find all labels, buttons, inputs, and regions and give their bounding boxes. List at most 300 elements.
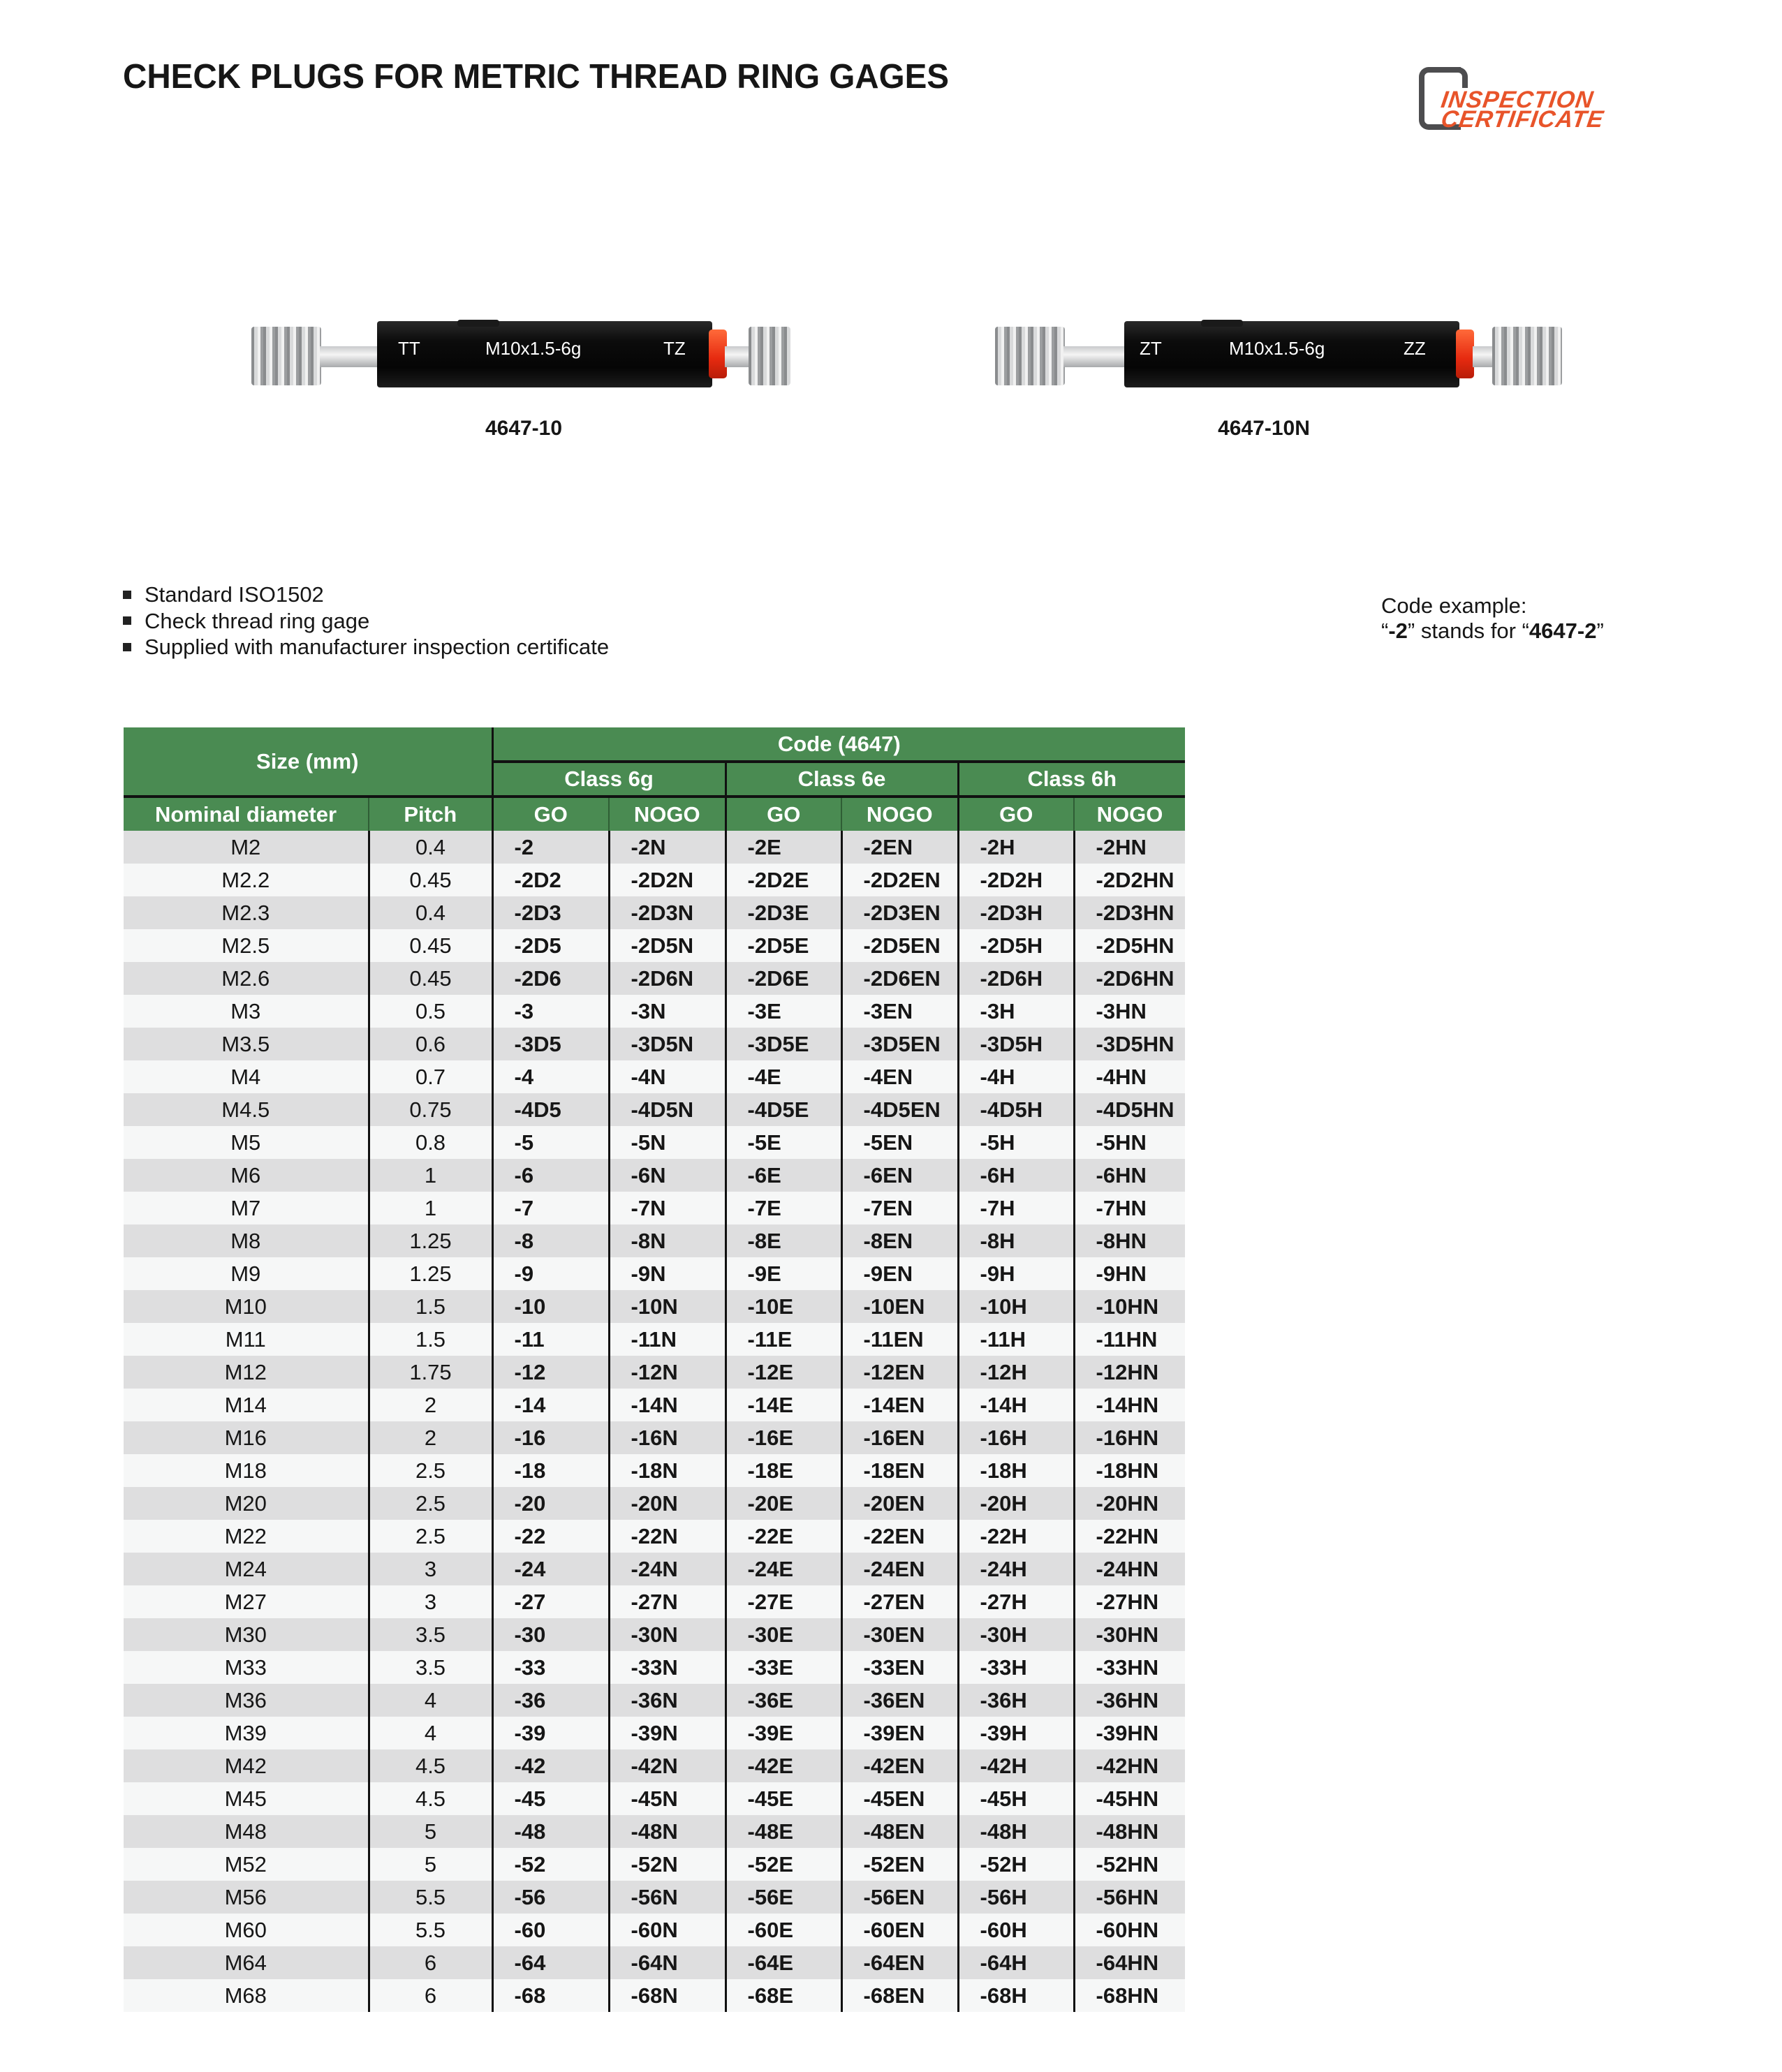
table-row <box>124 1093 1185 1126</box>
cell-6g-nogo: -36N <box>609 1684 726 1717</box>
cell-nominal-diameter: M2.6 <box>124 962 369 995</box>
marking-center: M10x1.5-6g <box>485 338 582 359</box>
cell-6h-go: -64H <box>958 1946 1074 1979</box>
cell-6h-nogo: -2D5HN <box>1074 929 1185 962</box>
cell-6e-go: -36E <box>726 1684 841 1717</box>
cell-6e-go: -2E <box>726 831 841 864</box>
code-header: Code (4647) <box>492 727 1185 762</box>
code-example-full: 4647-2 <box>1529 619 1597 643</box>
cell-6g-nogo: -10N <box>609 1290 726 1323</box>
table-row <box>124 1257 1185 1290</box>
cell-6h-nogo: -2D6HN <box>1074 962 1185 995</box>
bullet-square-icon <box>123 616 131 625</box>
cell-6h-nogo: -2D3HN <box>1074 896 1185 929</box>
cell-6g-go: -64 <box>492 1946 609 1979</box>
quote-open: “ <box>1522 619 1529 643</box>
cell-6h-nogo: -12HN <box>1074 1356 1185 1389</box>
table-row <box>124 1749 1185 1782</box>
cell-6h-go: -2D3H <box>958 896 1074 929</box>
cell-6g-go: -24 <box>492 1553 609 1585</box>
cell-6h-nogo: -4D5HN <box>1074 1093 1185 1126</box>
cell-pitch: 0.4 <box>369 896 492 929</box>
table-row <box>124 995 1185 1028</box>
cell-6h-go: -11H <box>958 1323 1074 1356</box>
cell-6e-nogo: -6EN <box>841 1159 958 1192</box>
cell-6e-go: -2D3E <box>726 896 841 929</box>
cell-6g-go: -56 <box>492 1881 609 1914</box>
table-row <box>124 1356 1185 1389</box>
table-row <box>124 896 1185 929</box>
nogo-ring-icon <box>1456 330 1474 378</box>
cell-6h-nogo: -48HN <box>1074 1815 1185 1848</box>
cell-nominal-diameter: M4 <box>124 1060 369 1093</box>
cell-6h-go: -42H <box>958 1749 1074 1782</box>
cell-6h-go: -22H <box>958 1520 1074 1553</box>
table-row <box>124 1323 1185 1356</box>
cell-pitch: 6 <box>369 1979 492 2012</box>
cell-6g-nogo: -42N <box>609 1749 726 1782</box>
cell-6g-nogo: -20N <box>609 1487 726 1520</box>
handle-notch <box>1201 320 1243 327</box>
cell-6g-nogo: -2D3N <box>609 896 726 929</box>
column-header-6h-go: GO <box>958 797 1074 831</box>
cell-6e-nogo: -24EN <box>841 1553 958 1585</box>
cell-6g-go: -33 <box>492 1651 609 1684</box>
cell-6h-nogo: -7HN <box>1074 1192 1185 1224</box>
cell-6e-go: -3D5E <box>726 1028 841 1060</box>
cell-pitch: 0.8 <box>369 1126 492 1159</box>
cell-6g-go: -68 <box>492 1979 609 2012</box>
cell-6h-nogo: -24HN <box>1074 1553 1185 1585</box>
cell-6h-go: -52H <box>958 1848 1074 1881</box>
cell-6g-nogo: -30N <box>609 1618 726 1651</box>
cell-6h-nogo: -3D5HN <box>1074 1028 1185 1060</box>
cell-6g-nogo: -3N <box>609 995 726 1028</box>
table-row <box>124 1389 1185 1421</box>
cell-6e-go: -2D6E <box>726 962 841 995</box>
cell-6g-go: -42 <box>492 1749 609 1782</box>
column-header-pitch: Pitch <box>369 797 492 831</box>
cell-6h-nogo: -42HN <box>1074 1749 1185 1782</box>
cell-6h-go: -2D5H <box>958 929 1074 962</box>
table-row <box>124 962 1185 995</box>
cell-6h-go: -4H <box>958 1060 1074 1093</box>
cell-6h-go: -9H <box>958 1257 1074 1290</box>
cell-pitch: 0.45 <box>369 864 492 896</box>
cell-6e-go: -14E <box>726 1389 841 1421</box>
cell-nominal-diameter: M68 <box>124 1979 369 2012</box>
class-6h-header: Class 6h <box>958 762 1185 797</box>
table-row <box>124 1946 1185 1979</box>
feature-text: Check thread ring gage <box>145 608 370 633</box>
table-row <box>124 1290 1185 1323</box>
cell-6h-go: -20H <box>958 1487 1074 1520</box>
cell-6g-go: -22 <box>492 1520 609 1553</box>
cell-6h-go: -14H <box>958 1389 1074 1421</box>
cell-6h-nogo: -10HN <box>1074 1290 1185 1323</box>
nogo-thread-icon <box>1492 327 1562 385</box>
cell-6h-nogo: -33HN <box>1074 1651 1185 1684</box>
code-example-label: Code example: <box>1381 593 1527 618</box>
go-thread-icon <box>251 327 321 385</box>
cell-pitch: 5.5 <box>369 1914 492 1946</box>
cell-6h-go: -56H <box>958 1881 1074 1914</box>
cell-6g-nogo: -68N <box>609 1979 726 2012</box>
cell-6g-go: -39 <box>492 1717 609 1749</box>
cell-6e-nogo: -39EN <box>841 1717 958 1749</box>
cell-6h-nogo: -11HN <box>1074 1323 1185 1356</box>
cell-pitch: 5 <box>369 1815 492 1848</box>
cell-6h-go: -10H <box>958 1290 1074 1323</box>
table-row <box>124 1520 1185 1553</box>
cell-6e-nogo: -2D2EN <box>841 864 958 896</box>
cell-pitch: 1.5 <box>369 1323 492 1356</box>
cell-6e-go: -68E <box>726 1979 841 2012</box>
cell-6g-go: -2D6 <box>492 962 609 995</box>
table-row <box>124 1487 1185 1520</box>
cell-pitch: 2 <box>369 1421 492 1454</box>
cell-6g-go: -30 <box>492 1618 609 1651</box>
cell-6e-go: -2D5E <box>726 929 841 962</box>
cell-nominal-diameter: M36 <box>124 1684 369 1717</box>
marking-center: M10x1.5-6g <box>1229 338 1325 359</box>
cell-6e-nogo: -10EN <box>841 1290 958 1323</box>
cell-6g-nogo: -64N <box>609 1946 726 1979</box>
cell-6g-nogo: -60N <box>609 1914 726 1946</box>
column-header-nominal-diameter: Nominal diameter <box>124 797 369 831</box>
table-row <box>124 1192 1185 1224</box>
cell-nominal-diameter: M10 <box>124 1290 369 1323</box>
cell-6g-go: -7 <box>492 1192 609 1224</box>
cell-pitch: 4 <box>369 1684 492 1717</box>
table-row <box>124 929 1185 962</box>
table-row <box>124 1618 1185 1651</box>
cell-6h-nogo: -68HN <box>1074 1979 1185 2012</box>
cell-6e-nogo: -11EN <box>841 1323 958 1356</box>
cell-6g-go: -4D5 <box>492 1093 609 1126</box>
cell-6e-go: -52E <box>726 1848 841 1881</box>
cell-6g-nogo: -2D2N <box>609 864 726 896</box>
cell-6g-nogo: -9N <box>609 1257 726 1290</box>
cell-6e-nogo: -12EN <box>841 1356 958 1389</box>
product-image-4647-10N <box>995 321 1554 391</box>
cell-pitch: 2.5 <box>369 1454 492 1487</box>
cell-6g-nogo: -48N <box>609 1815 726 1848</box>
table-row <box>124 1421 1185 1454</box>
cell-6g-go: -4 <box>492 1060 609 1093</box>
cell-nominal-diameter: M7 <box>124 1192 369 1224</box>
cell-6e-nogo: -2D6EN <box>841 962 958 995</box>
marking-left: TT <box>398 338 420 359</box>
cell-6h-go: -8H <box>958 1224 1074 1257</box>
cell-6h-nogo: -8HN <box>1074 1224 1185 1257</box>
cell-6g-go: -2D5 <box>492 929 609 962</box>
quote-close: ” <box>1407 619 1415 643</box>
code-example <box>1381 593 1604 644</box>
table-row <box>124 1651 1185 1684</box>
cell-6e-nogo: -22EN <box>841 1520 958 1553</box>
cell-6e-go: -12E <box>726 1356 841 1389</box>
logo-line-1: INSPECTION <box>1439 87 1596 113</box>
table-row <box>124 1454 1185 1487</box>
cell-6g-go: -3 <box>492 995 609 1028</box>
cell-6e-nogo: -20EN <box>841 1487 958 1520</box>
cell-nominal-diameter: M56 <box>124 1881 369 1914</box>
cell-6h-nogo: -5HN <box>1074 1126 1185 1159</box>
cell-6e-go: -27E <box>726 1585 841 1618</box>
cell-6g-nogo: -18N <box>609 1454 726 1487</box>
cell-6e-go: -6E <box>726 1159 841 1192</box>
cell-6e-nogo: -7EN <box>841 1192 958 1224</box>
cell-6g-go: -3D5 <box>492 1028 609 1060</box>
cell-6e-nogo: -56EN <box>841 1881 958 1914</box>
cell-6g-go: -16 <box>492 1421 609 1454</box>
cell-6e-nogo: -36EN <box>841 1684 958 1717</box>
cell-6e-nogo: -30EN <box>841 1618 958 1651</box>
cell-6e-nogo: -4D5EN <box>841 1093 958 1126</box>
feature-text: Standard ISO1502 <box>145 582 324 607</box>
cell-pitch: 0.45 <box>369 929 492 962</box>
cell-6h-go: -7H <box>958 1192 1074 1224</box>
cell-6e-nogo: -18EN <box>841 1454 958 1487</box>
cell-6e-nogo: -9EN <box>841 1257 958 1290</box>
cell-6e-go: -5E <box>726 1126 841 1159</box>
cell-pitch: 5.5 <box>369 1881 492 1914</box>
table-row <box>124 1684 1185 1717</box>
cell-6e-go: -3E <box>726 995 841 1028</box>
cell-6h-nogo: -2HN <box>1074 831 1185 864</box>
cell-nominal-diameter: M12 <box>124 1356 369 1389</box>
cell-6h-go: -6H <box>958 1159 1074 1192</box>
cell-pitch: 4.5 <box>369 1782 492 1815</box>
cell-6g-nogo: -2N <box>609 831 726 864</box>
cell-6g-go: -12 <box>492 1356 609 1389</box>
cell-nominal-diameter: M39 <box>124 1717 369 1749</box>
cell-6e-go: -10E <box>726 1290 841 1323</box>
cell-6e-go: -33E <box>726 1651 841 1684</box>
cell-6h-go: -45H <box>958 1782 1074 1815</box>
cell-6g-go: -10 <box>492 1290 609 1323</box>
cell-6e-go: -20E <box>726 1487 841 1520</box>
cell-6h-go: -68H <box>958 1979 1074 2012</box>
cell-6g-nogo: -45N <box>609 1782 726 1815</box>
nogo-thread-icon <box>749 327 790 385</box>
cell-6g-nogo: -6N <box>609 1159 726 1192</box>
cell-6h-nogo: -22HN <box>1074 1520 1185 1553</box>
cell-6g-nogo: -3D5N <box>609 1028 726 1060</box>
cell-pitch: 1.25 <box>369 1224 492 1257</box>
cell-6h-nogo: -2D2HN <box>1074 864 1185 896</box>
cell-6e-go: -8E <box>726 1224 841 1257</box>
cell-6h-go: -48H <box>958 1815 1074 1848</box>
cell-6g-nogo: -11N <box>609 1323 726 1356</box>
feature-item <box>123 582 609 608</box>
cell-6e-go: -16E <box>726 1421 841 1454</box>
cell-6h-go: -27H <box>958 1585 1074 1618</box>
table-row <box>124 1914 1185 1946</box>
table-row <box>124 1553 1185 1585</box>
gage-handle <box>377 321 712 387</box>
cell-6h-go: -5H <box>958 1126 1074 1159</box>
cell-6e-go: -2D2E <box>726 864 841 896</box>
cell-6g-nogo: -2D5N <box>609 929 726 962</box>
cell-6e-nogo: -3EN <box>841 995 958 1028</box>
table-row <box>124 1782 1185 1815</box>
cell-6e-go: -42E <box>726 1749 841 1782</box>
cell-pitch: 6 <box>369 1946 492 1979</box>
neck-left <box>1063 346 1126 367</box>
cell-pitch: 1 <box>369 1159 492 1192</box>
cell-6g-go: -11 <box>492 1323 609 1356</box>
gage-handle <box>1124 321 1459 387</box>
cell-6h-go: -3D5H <box>958 1028 1074 1060</box>
cell-6e-go: -60E <box>726 1914 841 1946</box>
marking-right: TZ <box>663 338 686 359</box>
cell-6e-nogo: -33EN <box>841 1651 958 1684</box>
column-header-6g-nogo: NOGO <box>609 797 726 831</box>
cell-6e-nogo: -60EN <box>841 1914 958 1946</box>
cell-nominal-diameter: M2 <box>124 831 369 864</box>
table-row <box>124 864 1185 896</box>
cell-pitch: 0.6 <box>369 1028 492 1060</box>
cell-6g-go: -18 <box>492 1454 609 1487</box>
cell-6g-go: -2 <box>492 831 609 864</box>
cell-6h-go: -33H <box>958 1651 1074 1684</box>
cell-6g-nogo: -2D6N <box>609 962 726 995</box>
class-6g-header: Class 6g <box>492 762 726 797</box>
cell-6h-go: -4D5H <box>958 1093 1074 1126</box>
cell-6e-go: -56E <box>726 1881 841 1914</box>
cell-6h-nogo: -36HN <box>1074 1684 1185 1717</box>
cell-6g-nogo: -39N <box>609 1717 726 1749</box>
cell-6g-nogo: -16N <box>609 1421 726 1454</box>
cell-6h-go: -12H <box>958 1356 1074 1389</box>
cell-6g-go: -8 <box>492 1224 609 1257</box>
cell-6h-nogo: -64HN <box>1074 1946 1185 1979</box>
bullet-square-icon <box>123 643 131 651</box>
cell-pitch: 0.7 <box>369 1060 492 1093</box>
cell-6e-nogo: -2D5EN <box>841 929 958 962</box>
cell-6e-go: -18E <box>726 1454 841 1487</box>
cell-nominal-diameter: M2.3 <box>124 896 369 929</box>
cell-6e-nogo: -48EN <box>841 1815 958 1848</box>
cell-nominal-diameter: M3 <box>124 995 369 1028</box>
cell-6h-nogo: -60HN <box>1074 1914 1185 1946</box>
cell-6e-go: -9E <box>726 1257 841 1290</box>
cell-6h-go: -30H <box>958 1618 1074 1651</box>
cell-6h-nogo: -4HN <box>1074 1060 1185 1093</box>
cell-6h-go: -36H <box>958 1684 1074 1717</box>
cell-pitch: 3.5 <box>369 1618 492 1651</box>
cell-nominal-diameter: M48 <box>124 1815 369 1848</box>
cell-pitch: 2.5 <box>369 1520 492 1553</box>
cell-6g-go: -14 <box>492 1389 609 1421</box>
cell-6h-nogo: -14HN <box>1074 1389 1185 1421</box>
cell-6g-nogo: -52N <box>609 1848 726 1881</box>
cell-pitch: 2 <box>369 1389 492 1421</box>
check-plug-code-table <box>124 727 1185 2012</box>
cell-nominal-diameter: M9 <box>124 1257 369 1290</box>
cell-nominal-diameter: M30 <box>124 1618 369 1651</box>
cell-6g-nogo: -33N <box>609 1651 726 1684</box>
cell-6h-nogo: -52HN <box>1074 1848 1185 1881</box>
table-body <box>124 831 1185 2012</box>
table-row <box>124 1717 1185 1749</box>
cell-6e-go: -64E <box>726 1946 841 1979</box>
table-row <box>124 1028 1185 1060</box>
go-thread-icon <box>995 327 1065 385</box>
cell-6g-nogo: -12N <box>609 1356 726 1389</box>
cell-nominal-diameter: M60 <box>124 1914 369 1946</box>
column-header-6h-nogo: NOGO <box>1074 797 1185 831</box>
cell-6h-go: -24H <box>958 1553 1074 1585</box>
cell-6g-go: -45 <box>492 1782 609 1815</box>
feature-item <box>123 634 609 660</box>
cell-6e-nogo: -42EN <box>841 1749 958 1782</box>
cell-6e-go: -4D5E <box>726 1093 841 1126</box>
cell-6e-nogo: -68EN <box>841 1979 958 2012</box>
cell-6g-nogo: -7N <box>609 1192 726 1224</box>
logo-line-2: CERTIFICATE <box>1439 106 1606 133</box>
cell-6g-go: -48 <box>492 1815 609 1848</box>
cell-pitch: 2.5 <box>369 1487 492 1520</box>
table-row <box>124 1585 1185 1618</box>
cell-6e-go: -48E <box>726 1815 841 1848</box>
column-header-6e-go: GO <box>726 797 841 831</box>
cell-6e-go: -7E <box>726 1192 841 1224</box>
feature-item <box>123 608 609 635</box>
cell-6g-go: -2D3 <box>492 896 609 929</box>
cell-6h-nogo: -39HN <box>1074 1717 1185 1749</box>
cell-6g-go: -52 <box>492 1848 609 1881</box>
logo-bracket-top-icon <box>1431 67 1468 88</box>
cell-6e-nogo: -3D5EN <box>841 1028 958 1060</box>
cell-pitch: 0.5 <box>369 995 492 1028</box>
cell-pitch: 3 <box>369 1553 492 1585</box>
cell-6e-go: -45E <box>726 1782 841 1815</box>
cell-6g-go: -5 <box>492 1126 609 1159</box>
cell-pitch: 5 <box>369 1848 492 1881</box>
cell-nominal-diameter: M27 <box>124 1585 369 1618</box>
cell-6e-nogo: -8EN <box>841 1224 958 1257</box>
cell-6e-nogo: -5EN <box>841 1126 958 1159</box>
cell-6e-nogo: -4EN <box>841 1060 958 1093</box>
cell-6h-go: -39H <box>958 1717 1074 1749</box>
cell-6h-go: -2H <box>958 831 1074 864</box>
cell-nominal-diameter: M14 <box>124 1389 369 1421</box>
cell-6g-nogo: -5N <box>609 1126 726 1159</box>
cell-nominal-diameter: M22 <box>124 1520 369 1553</box>
quote-close: ” <box>1596 619 1604 643</box>
cell-6g-nogo: -4D5N <box>609 1093 726 1126</box>
cell-6e-go: -22E <box>726 1520 841 1553</box>
cell-nominal-diameter: M64 <box>124 1946 369 1979</box>
cell-6e-nogo: -27EN <box>841 1585 958 1618</box>
cell-nominal-diameter: M3.5 <box>124 1028 369 1060</box>
cell-nominal-diameter: M2.5 <box>124 929 369 962</box>
table-row <box>124 1881 1185 1914</box>
table-row <box>124 1060 1185 1093</box>
cell-6e-nogo: -2D3EN <box>841 896 958 929</box>
cell-6e-go: -39E <box>726 1717 841 1749</box>
cell-nominal-diameter: M16 <box>124 1421 369 1454</box>
cell-pitch: 1.75 <box>369 1356 492 1389</box>
cell-6g-nogo: -14N <box>609 1389 726 1421</box>
size-header: Size (mm) <box>124 727 492 797</box>
cell-6h-nogo: -9HN <box>1074 1257 1185 1290</box>
marking-right: ZZ <box>1404 338 1426 359</box>
product-code-4647-10: 4647-10 <box>485 417 563 440</box>
